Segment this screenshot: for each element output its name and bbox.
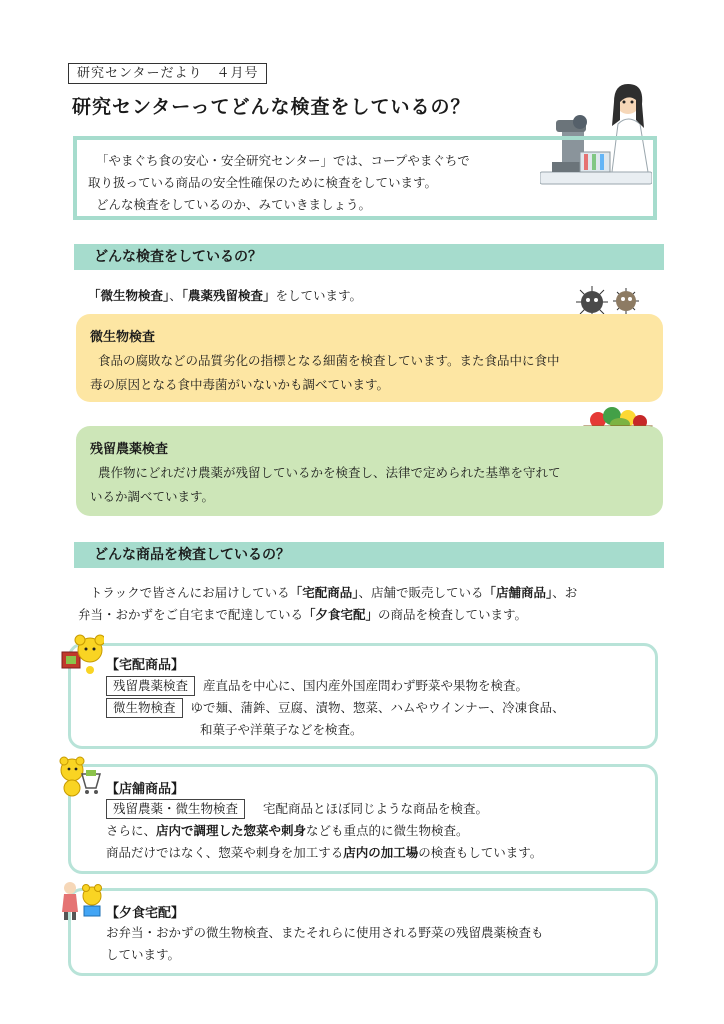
tenpo-line-2a: さらに、 [106,823,157,838]
lead-sep: 、 [169,288,182,303]
intro-line-2: 取り扱っている商品の安全性確保のために検査をしています。 [88,175,438,190]
tenpo-line-2c: なども重点的に微生物検査。 [306,823,469,838]
products-p2b: 「夕食宅配」 [303,607,379,622]
card-pesticide-line-1: 農作物にどれだけ農薬が残留しているかを検査し、法律で定められた基準を守れて [97,465,561,480]
mascot-meal-delivery-icon [58,880,106,922]
takuhai-heading: 【宅配商品】 [106,658,185,673]
card-pesticide-line-2: いるか調べています。 [90,489,215,504]
tenpo-row-2 [106,820,469,842]
section-heading-products-text: どんな商品を検査しているの？ [94,547,290,563]
intro-line-3: どんな検査をしているのか、みていきましょう。 [95,197,371,212]
tenpo-row-1 [106,798,488,820]
card-microbe-test [76,314,663,402]
card-pesticide-test [76,426,663,516]
card-microbe-line-2: 毒の原因となる食中毒菌がいないかも調べています。 [90,377,390,392]
tenpo-line-3a: 商品だけではなく、惣菜や刺身を加工する [106,845,344,860]
page-title: 研究センターってどんな検査をしているの？ [72,96,471,118]
products-p1a: トラックで皆さんにお届けしている [89,585,290,600]
newsletter-tag: 研究センターだより ４月号 [68,63,267,84]
products-p1c: 、店舗で販売している [358,585,484,600]
products-p1e: 、お [552,585,578,600]
intro-line-1: 「やまぐち食の安心・安全研究センター」では、コープやまぐちで [95,153,470,168]
section-heading-products [74,542,664,568]
products-p1d: 「店舗商品」 [483,585,553,600]
tenpo-line-2b: 店内で調理した惣菜や刺身 [156,823,307,838]
yushoku-line-2: しています。 [106,947,181,962]
yushoku-line-1: お弁当・おかずの微生物検査、またそれらに使用される野菜の残留農薬検査も [106,925,544,940]
yushoku-heading: 【夕食宅配】 [106,906,185,921]
card-microbe-line-1: 食品の腐敗などの品質劣化の指標となる細菌を検査しています。また食品中に食中 [97,353,560,368]
mascot-delivery-icon [60,634,104,674]
label-pesticide: 残留農薬検査 [106,676,195,696]
lead-tail: をしています。 [275,288,363,303]
takuhai-text-3: 和菓子や洋菓子などを検査。 [200,722,363,737]
tenpo-line-3c: の検査もしています。 [418,845,543,860]
mascot-shopping-cart-icon [56,756,104,798]
tenpo-heading: 【店舗商品】 [106,782,185,797]
section-heading-tests [74,244,664,270]
tenpo-text-1: 宅配商品とほぼ同じような商品を検査。 [263,801,489,816]
takuhai-row-1 [106,675,528,697]
products-paragraph [78,582,678,626]
label-pesticide-microbe: 残留農薬・微生物検査 [106,799,245,819]
intro-text [88,150,548,216]
takuhai-row-2 [106,697,565,719]
products-p2a: 弁当・おかずをご自宅まで配達している [78,607,304,622]
products-p1b: 「宅配商品」 [289,585,359,600]
takuhai-text-1: 産直品を中心に、国内産外国産問わず野菜や果物を検査。 [203,678,529,693]
card-microbe-heading: 微生物検査 [90,330,156,345]
products-p2c: の商品を検査しています。 [378,607,528,622]
card-pesticide-heading: 残留農薬検査 [90,442,169,457]
tenpo-row-3 [106,842,542,864]
lead-microbe: 「微生物検査」 [88,288,170,303]
lead-pesticide: 「農薬残留検査」 [181,288,276,303]
tests-lead [88,286,362,304]
label-microbe: 微生物検査 [106,698,183,718]
tenpo-line-3b: 店内の加工場 [343,845,419,860]
section-heading-tests-text: どんな検査をしているの？ [94,249,262,265]
takuhai-text-2: ゆで麺、蒲鉾、豆腐、漬物、惣菜、ハムやウインナー、冷凍食品、 [190,700,565,715]
